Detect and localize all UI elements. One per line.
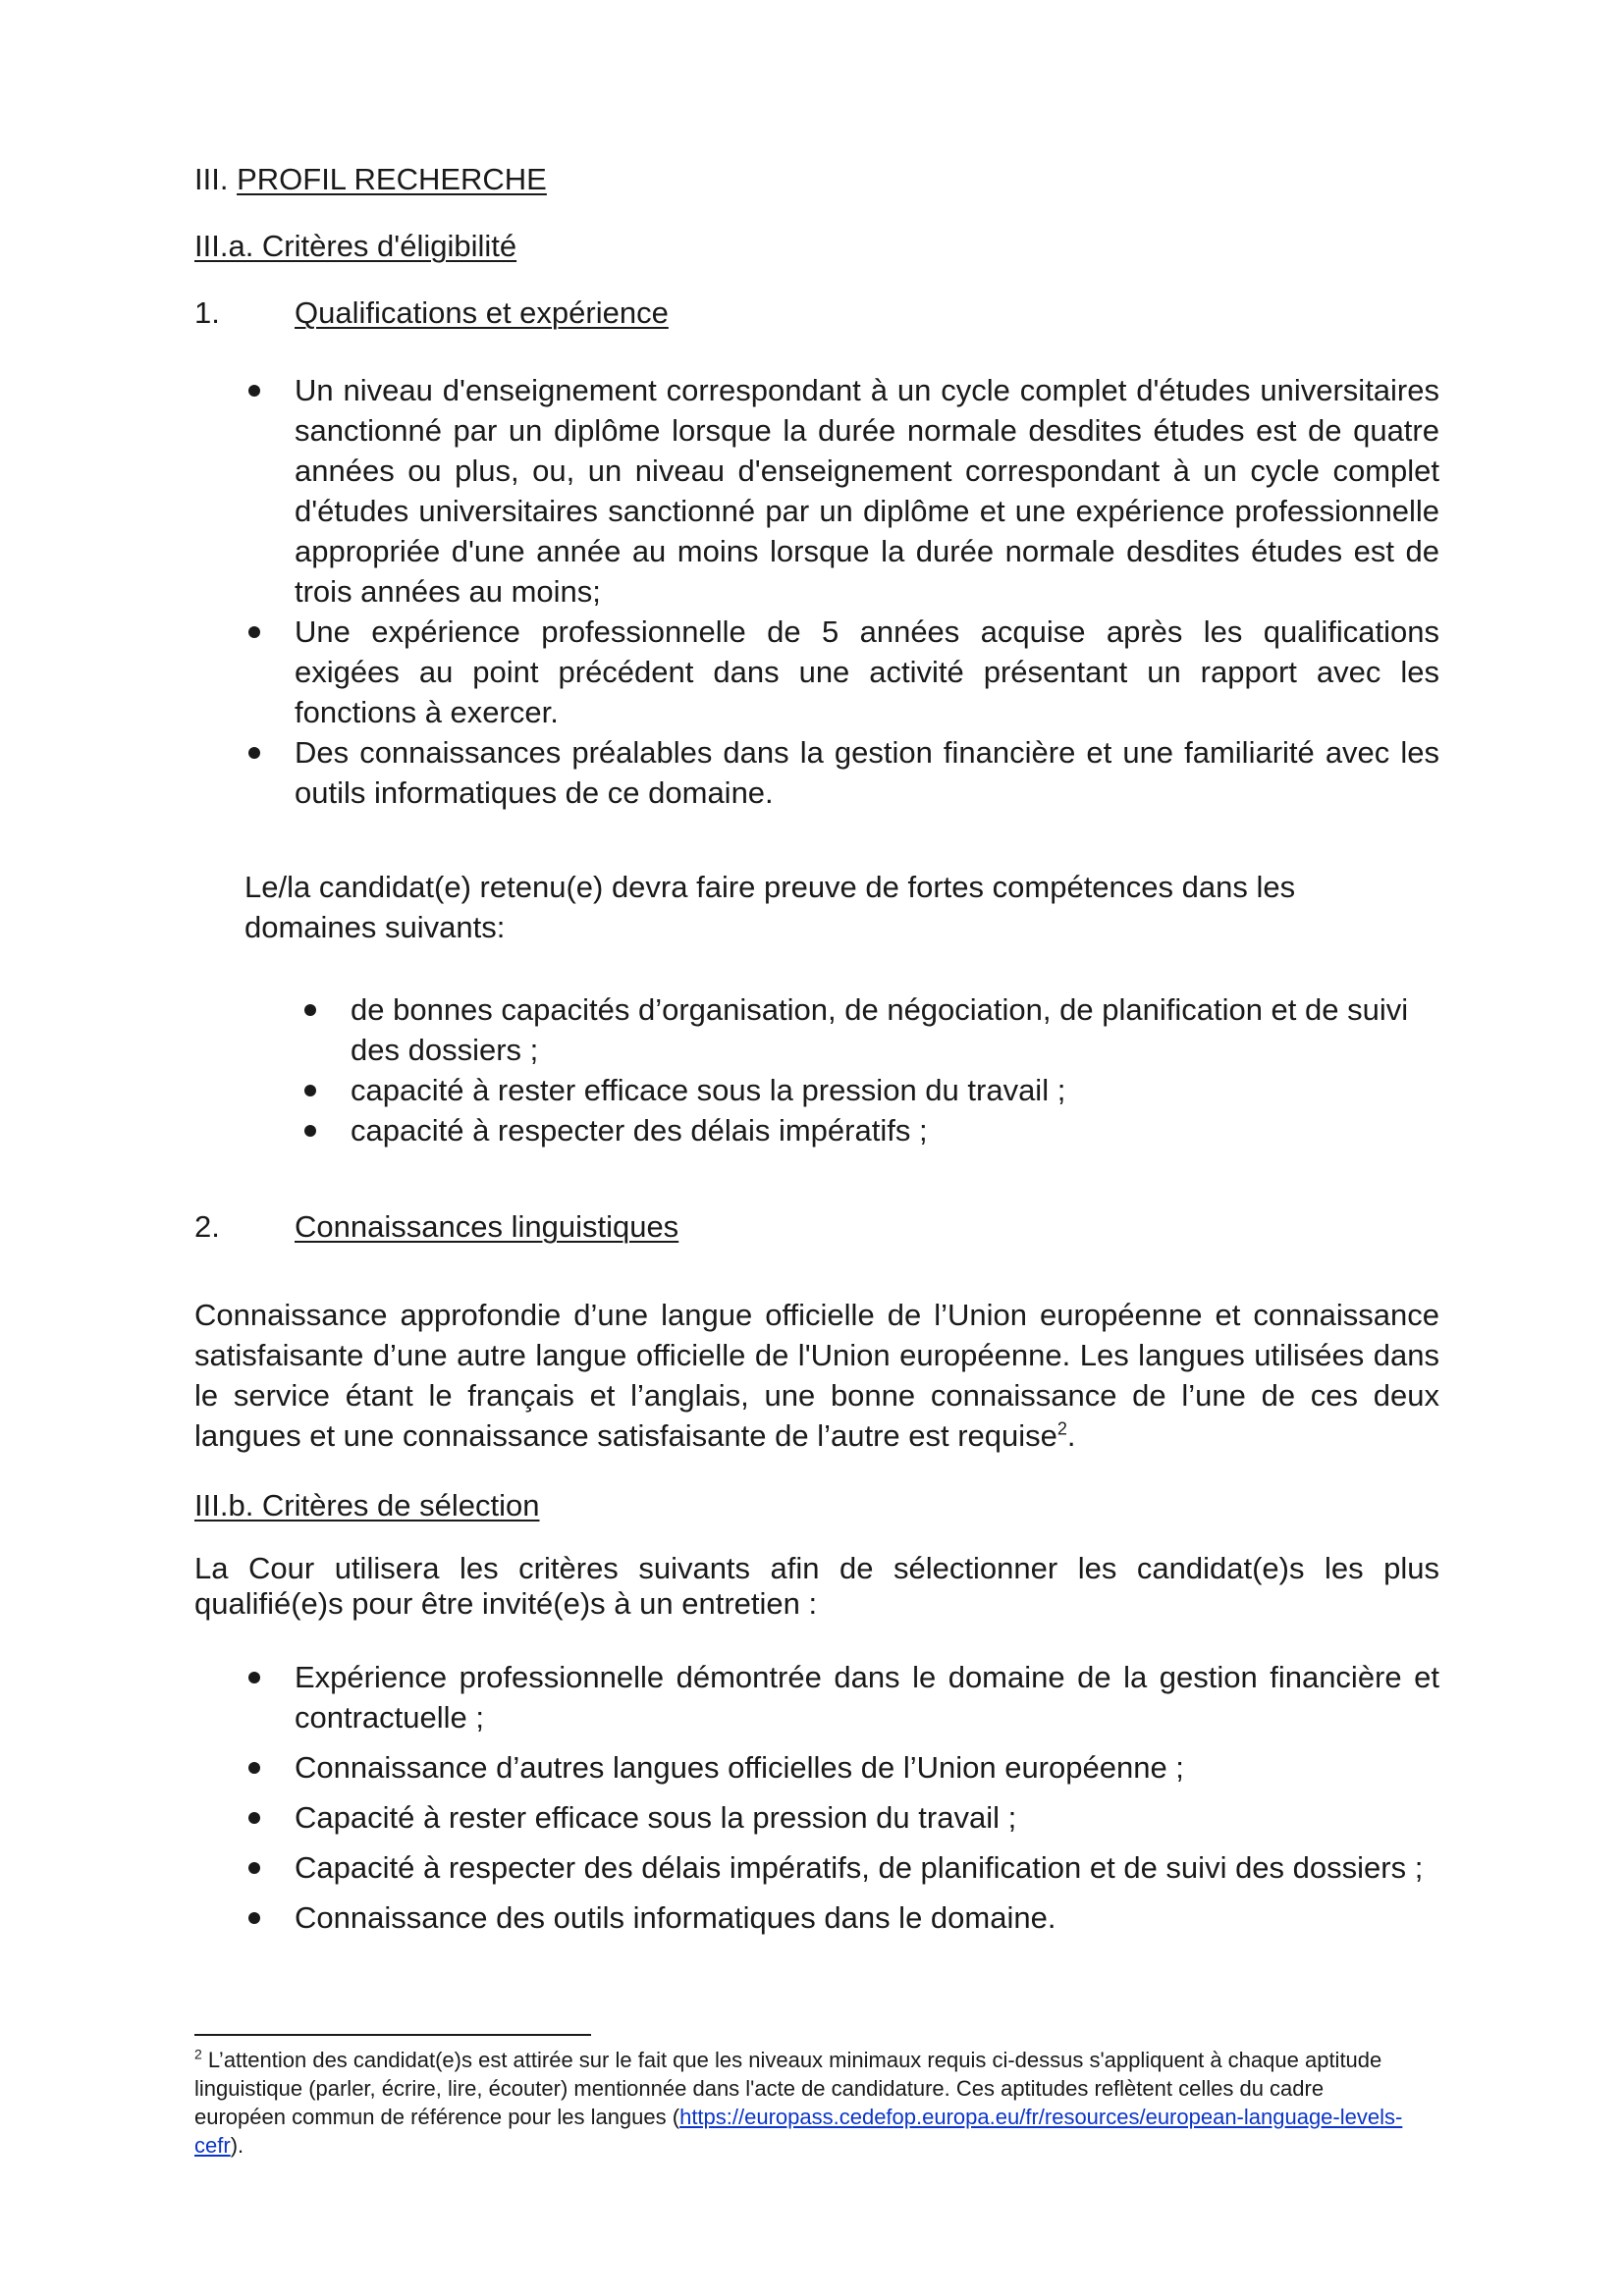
languages-title: Connaissances linguistiques bbox=[295, 1209, 679, 1244]
languages-heading bbox=[194, 1206, 678, 1247]
list-item: de bonnes capacités d’organisation, de négociation, de planification et de suivi des dossiers ; bbox=[351, 989, 1411, 1070]
section-title: PROFIL RECHERCHE bbox=[237, 162, 547, 196]
list-item: Une expérience professionnelle de 5 années acquise après les qualifications exigées au point précédent dans une activité présentant un rapport avec les fonctions à exercer. bbox=[295, 612, 1439, 732]
selection-list bbox=[295, 1657, 1439, 1948]
selection-intro: La Cour utilisera les critères suivants afin de sélectionner les candidat(e)s les plus qualifié(e)s pour être invité(e)s à un entretien : bbox=[194, 1551, 1439, 1621]
list-item: Connaissance d’autres langues officielles de l’Union européenne ; bbox=[295, 1747, 1439, 1788]
qualifications-heading bbox=[194, 293, 669, 333]
languages-body: Connaissance approfondie d’une langue officielle de l’Union européenne et connaissance satisfaisante d’une autre langue officielle de l'Union européenne. Les langues utilisées dans le service étant le français et l’anglais, une bonne connaissance de l’une de ces deux langues et une connaissance satisfaisante de l’autre est requise bbox=[194, 1298, 1439, 1453]
section-heading bbox=[194, 159, 547, 199]
footnote-reference[interactable]: 2 bbox=[1056, 1418, 1067, 1439]
footnote-separator bbox=[194, 2034, 591, 2036]
list-item: Connaissance des outils informatiques dans le domaine. bbox=[295, 1897, 1439, 1938]
footnote bbox=[194, 2046, 1412, 2160]
footnote-text: L’attention des candidat(e)s est attirée sur le fait que les niveaux minimaux requis ci-dessus s'appliquent à chaque aptitude linguistique (parler, écrire, lire, écouter) mentionnée dans l'acte de candidature. Ces aptitudes reflètent celles du cadre européen commun de référence pour les langues ( bbox=[194, 2048, 1382, 2129]
footnote-number: 2 bbox=[194, 2046, 202, 2062]
languages-end: . bbox=[1066, 1418, 1076, 1453]
qualifications-number: 1. bbox=[194, 295, 220, 330]
list-item: Capacité à respecter des délais impératifs, de planification et de suivi des dossiers ; bbox=[295, 1847, 1439, 1888]
selection-heading: III.b. Critères de sélection bbox=[194, 1488, 540, 1522]
qualifications-title: Qualifications et expérience bbox=[295, 295, 669, 330]
list-item: capacité à respecter des délais impératifs ; bbox=[351, 1110, 1411, 1150]
qualifications-list bbox=[295, 370, 1439, 813]
eligibility-heading: III.a. Critères d'éligibilité bbox=[194, 229, 517, 263]
list-item: Capacité à rester efficace sous la pression du travail ; bbox=[295, 1797, 1439, 1838]
skills-list bbox=[351, 989, 1411, 1150]
list-item: Des connaissances préalables dans la gestion financière et une familiarité avec les outils informatiques de ce domaine. bbox=[295, 732, 1439, 813]
list-item: Expérience professionnelle démontrée dans le domaine de la gestion financière et contractuelle ; bbox=[295, 1657, 1439, 1737]
skills-intro: Le/la candidat(e) retenu(e) devra faire preuve de fortes compétences dans les domaines suivants: bbox=[244, 870, 1296, 944]
cefr-link[interactable]: https://europass.cedefop.europa.eu/fr/resources/european-language-levels-cefr bbox=[194, 2105, 1403, 2158]
section-prefix: III. bbox=[194, 162, 238, 196]
list-item: Un niveau d'enseignement correspondant à un cycle complet d'études universitaires sanctionné par un diplôme lorsque la durée normale desdites études est de quatre années ou plus, ou, un niveau d'enseignement correspondant à un cycle complet d'études universitaires sanctionné par un diplôme et une expérience professionnelle appropriée d'une année au moins lorsque la durée normale desdites études est de trois années au moins; bbox=[295, 370, 1439, 612]
languages-text bbox=[194, 1295, 1439, 1456]
footnote-end: ). bbox=[230, 2133, 244, 2158]
languages-number: 2. bbox=[194, 1209, 220, 1244]
list-item: capacité à rester efficace sous la pression du travail ; bbox=[351, 1070, 1411, 1110]
